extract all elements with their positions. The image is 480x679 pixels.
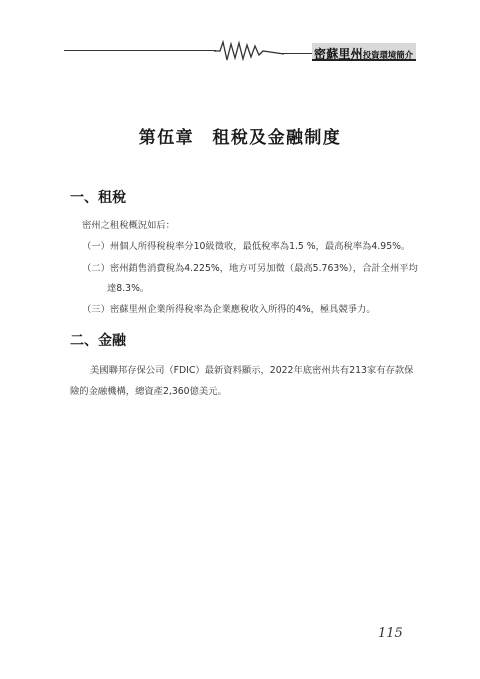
pulse-line-icon [214,39,284,61]
finance-paragraph-line-1: 美國聯邦存保公司（FDIC）最新資料顯示，2022年底密州共有213家有存款保 [90,365,414,376]
tax-item-3: （三）密蘇里州企業所得稅率為企業應稅收入所得的4%，極具競爭力。 [82,304,376,315]
tax-item-2: （二）密州銷售消費稅為4.225%，地方可另加徵（最高5.763%），合計全州平均 [82,263,418,274]
tax-item-2-continued: 達8.3%。 [107,283,150,294]
header-rule-right [278,53,312,54]
page-number: 115 [378,626,403,641]
header-title-main: 密蘇里州 [314,47,363,61]
section-heading-finance: 二、金融 [70,333,126,349]
running-header [64,38,416,62]
section-heading-tax: 一、租稅 [70,190,126,206]
tax-intro: 密州之租稅概況如后： [82,220,175,231]
header-title-sub: 投資環境簡介 [362,50,414,60]
chapter-title: 第伍章 租稅及金融制度 [138,128,342,148]
finance-paragraph-line-2: 險的金融機構，總資產2,360億美元。 [70,386,227,397]
header-rule-left [64,50,216,51]
header-title [312,43,416,61]
tax-item-1: （一）州個人所得稅稅率分10級徵收，最低稅率為1.5 %，最高稅率為4.95%。 [82,241,411,252]
